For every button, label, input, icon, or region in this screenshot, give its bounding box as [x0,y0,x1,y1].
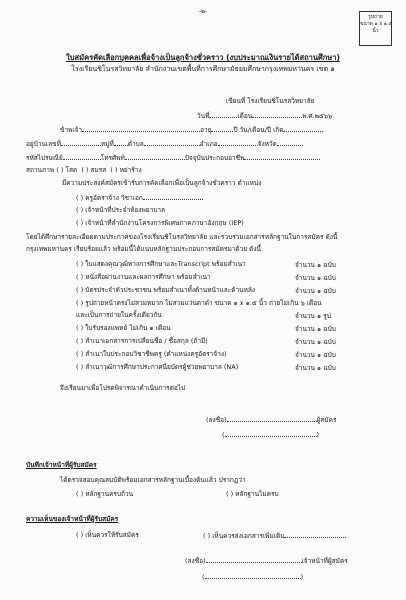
officer-name-line [202,572,303,581]
age-field[interactable] [211,125,233,132]
document-copies-na: จำนวน ๑ ฉบับ [295,364,336,372]
tambon-label: ตำบล [127,140,144,148]
officer-title: บันทึกเจ้าหน้าที่ผู้รับสมัคร [26,461,97,469]
age-label: อายุ [200,126,212,134]
moo-label: หมู่ที่ [100,140,114,148]
statement-line-1: โดยได้ศึกษารายละเอียดตามประกาศของโรงเรียนชิโนรสวิทยาลัย และรวบรวมเอกสารหลักฐานในการสมัคร ดังนี้ [26,233,338,241]
opinion-more-docs-label: ( ) เห็นควรส่งเอกสารเพิ่มเติม [203,532,285,540]
tambon-field[interactable] [144,139,200,146]
postcode-label: รหัสไปรษณีย์ [26,154,63,162]
marital-divorced-option[interactable]: ( ) หย่าร้าง [110,166,142,174]
birthdate-label: ปี วัน/เดือน/ปี เกิด [233,126,284,134]
marital-label: สถานภาพ [26,166,55,174]
moo-field[interactable] [114,139,128,146]
day-label: วันที่ [197,112,210,120]
name-label: ข้าพเจ้า [60,126,83,134]
applicant-signature-field[interactable] [227,415,317,422]
day-field[interactable] [209,111,237,118]
opinion-title: ความเห็นของเจ้าหน้าที่ผู้รับสมัคร [26,515,119,523]
written-at: เขียนที่ โรงเรียนชิโนรสวิทยาลัย [226,97,315,105]
marital-married-option[interactable]: ( ) สมรส [81,166,107,174]
document-copies-medical: จำนวน ๑ ฉบับ [295,325,336,333]
address-line [26,139,303,148]
officer-paren-close: ) [300,573,304,581]
month-label: เดือน [237,112,253,120]
officer-signature-line [185,556,348,566]
document-copies-namechange: จำนวน ๑ ฉบับ [295,338,336,346]
paren-close: ) [316,431,320,439]
opinion-option-more-docs[interactable] [203,531,346,540]
amphoe-label: อำเภอ [199,140,218,148]
intent-text: มีความประสงค์สมัครเข้ารับการคัดเลือกเพื่อเป็นลูกจ้างชั่วคราว ตำแหน่ง [62,179,262,187]
province-label: จังหวัด [257,140,277,148]
house-field[interactable] [61,139,101,146]
officer-check-text: ได้ตรวจสอบคุณสมบัติพร้อมเอกสารหลักฐานเบื้องต้นแล้ว ปรากฏว่า [60,476,246,484]
phone-label: โทรศัพท์ [100,154,125,162]
request-text: จึงเรียนมาเพื่อโปรดพิจารณาดำเนินการต่อไป [60,384,186,392]
form-title: ใบสมัครคัดเลือกบุคคลเพื่อจ้างเป็นลูกจ้างชั่วคราว (งบประมาณเงินรายได้สถานศึกษา) [66,53,340,62]
photo-box-line3: นิ้ว [372,28,379,34]
document-item-na[interactable]: ( ) สำเนาวุฒิการศึกษาประกาศนียบัตรผู้ช่วยพยาบาล (NA) [76,363,239,371]
marital-single-option[interactable]: ( ) โสด [56,166,78,174]
document-item-idcard[interactable]: ( ) บัตรประจำตัวประชาชน พร้อมสำเนาทั้งด้านหน้าและด้านหลัง [76,286,256,294]
month-field[interactable] [252,111,302,118]
officer-option-incomplete[interactable]: ( ) หลักฐานไม่ครบ [226,490,279,498]
applicant-line [60,125,323,134]
phone-field[interactable] [125,153,185,160]
position-teacher-label: ( ) ครูอัตราจ้าง วิชาเอก [76,194,143,202]
document-copies-transcript: จำนวน ๑ ฉบับ [295,261,336,269]
photo-box-line2: ขนาด ๑ x ๑.๕ [360,21,393,27]
postal-line [26,153,320,162]
position-option-iep[interactable]: ( ) เจ้าหน้าที่สำนักงานโครงการพิเศษภาคภาษาอังกฤษ (IEP) [76,219,244,227]
document-item-license[interactable]: ( ) สำเนาใบประกอบวิชาชีพครู (ตำแหน่งครูอัตราจ้าง) [76,350,227,358]
name-field[interactable] [82,125,200,132]
document-copies-license: จำนวน ๑ ฉบับ [295,351,336,359]
amphoe-field[interactable] [218,139,258,146]
officer-option-complete[interactable]: ( ) หลักฐานครบถ้วน [76,490,134,498]
sign-suffix: ผู้สมัคร [316,416,337,424]
position-option-teacher[interactable] [76,193,203,202]
paren-open: ( [222,431,225,439]
document-item-transcript[interactable]: ( ) ใบแสดงคุณวุฒิทางการศึกษาและTranscript พร้อมสำเนา [76,260,246,268]
position-option-nurse[interactable]: ( ) เจ้าหน้าที่ประจำห้องพยาบาล [76,206,165,214]
page-number: -๒- [198,8,208,15]
job-field[interactable] [244,153,320,160]
year-label: พ.ศ.๒๕๖๖ [302,112,333,120]
teacher-subject-field[interactable] [143,193,203,200]
officer-signature-field[interactable] [206,556,302,563]
applicant-name-field[interactable] [225,430,317,437]
applicant-signature-line [206,415,336,425]
opinion-more-docs-field[interactable] [284,531,346,538]
document-item-namechange[interactable]: ( ) สำเนาเอกสารการเปลี่ยนชื่อ / ชื่อสกุล (ถ้ามี) [76,337,208,345]
marital-line [26,166,142,174]
photo-box [359,11,392,46]
opinion-option-accept[interactable]: ( ) เห็นควรให้รับสมัคร [76,531,139,539]
job-label: ปัจจุบันประกอบอาชีพ [184,154,245,162]
document-item-work[interactable]: ( ) หนังสือผ่านงานและผลการศึกษา พร้อมสำเนา [76,273,211,281]
sign-prefix: (ลงชื่อ) [206,416,227,424]
document-copies-photo: จำนวน ๑ รูป [295,312,331,320]
document-item-medical[interactable]: ( ) ใบรับรองแพทย์ ไม่เกิน ๑ เดือน [76,324,171,332]
applicant-name-line [222,430,319,439]
officer-paren-open: ( [202,573,205,581]
document-copies-idcard: จำนวน ๑ ฉบับ [295,287,336,295]
photo-box-line1: รูปถ่าย [368,14,383,20]
statement-line-2: กรุงเทพมหานคร เรียบร้อยแล้ว พร้อมนี้ได้แนบหลักฐานประกอบการสมัครมาด้วย ดังนี้ [26,245,261,253]
postcode-field[interactable] [63,153,101,160]
document-item-photo[interactable]: ( ) รูปถ่ายหน้าตรงไม่สวมหมวก ไม่สวมแว่นตาดำ ขนาด ๑ x ๑.๕ นิ้ว ถ่ายไม่เกิน ๖ เดือน [76,299,322,307]
form-subtitle: โรงเรียนชิโนรสวิทยาลัย สำนักงานเขตพื้นที่การศึกษามัธยมศึกษากรุงเทพมหานคร เขต ๑ [71,65,335,73]
officer-sign-prefix: (ลงชื่อ) [185,557,206,565]
document-copies-work: จำนวน ๑ ฉบับ [295,274,336,282]
province-field[interactable] [277,139,303,146]
house-label: อยู่บ้านเลขที่ [26,140,61,148]
officer-sign-suffix: เจ้าหน้าที่ผู้สมัคร [301,557,348,565]
date-line [197,111,332,120]
officer-name-field[interactable] [205,572,301,579]
document-item-photo-cont: และเป็นการถ่ายในครั้งเดียวกัน [76,311,162,319]
birthdate-field[interactable] [283,125,323,132]
